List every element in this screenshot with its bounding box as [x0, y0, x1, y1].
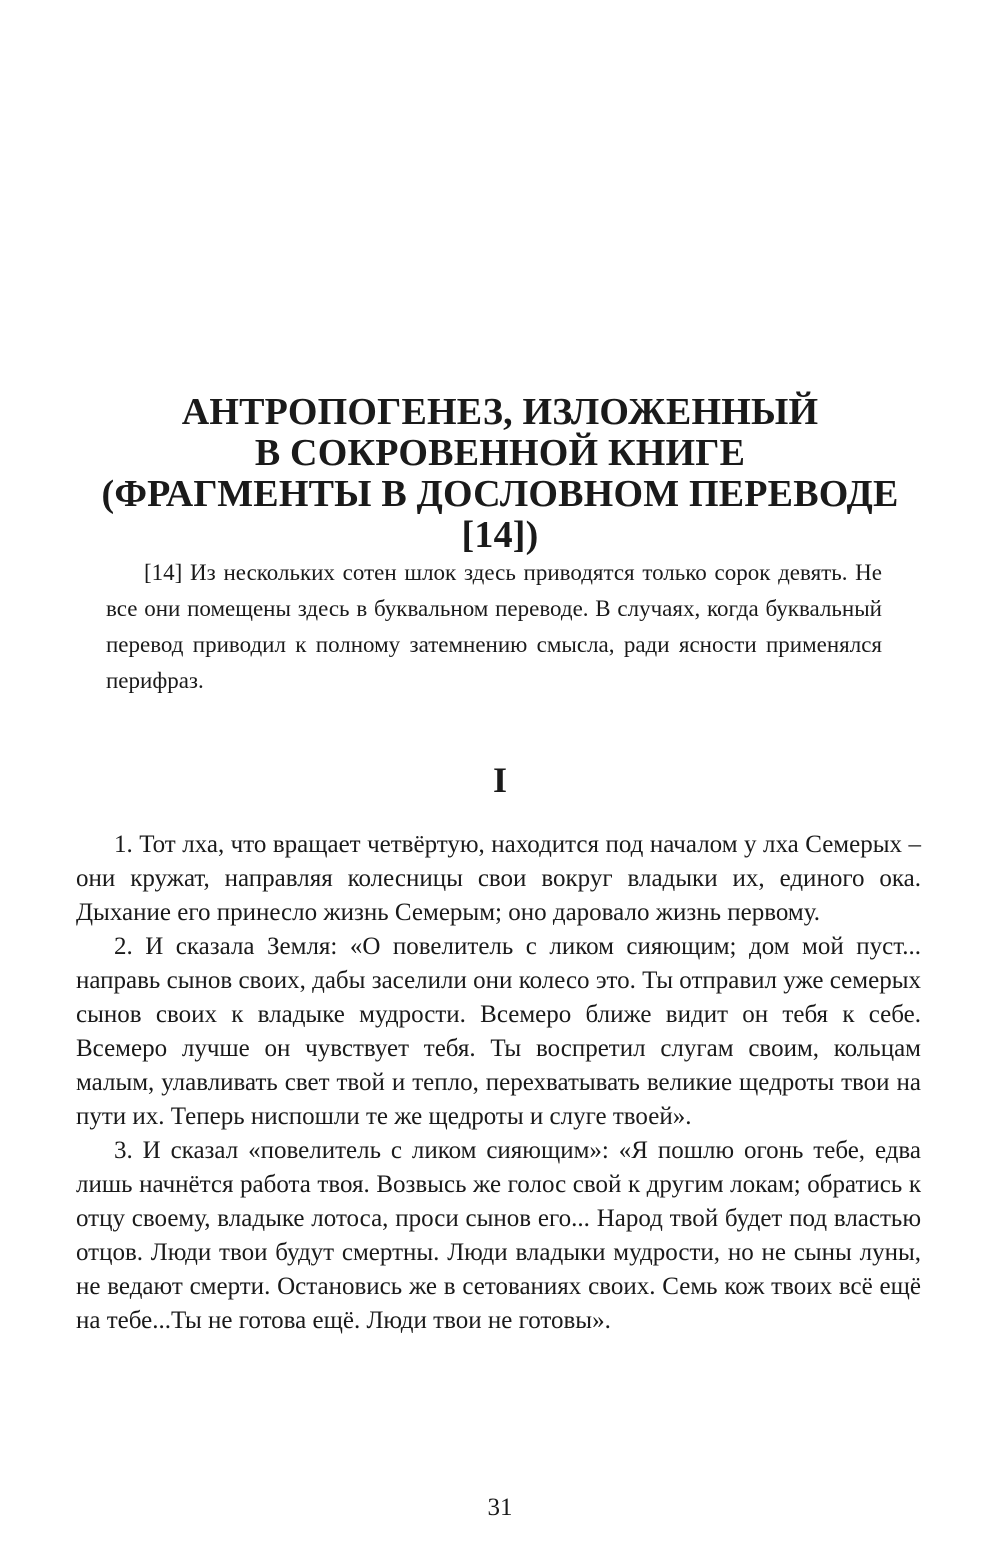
section-numeral: I	[492, 760, 507, 800]
chapter-title-line: АНТРОПОГЕНЕЗ, ИЗЛОЖЕННЫЙ	[181, 391, 819, 433]
chapter-title	[60, 392, 940, 556]
chapter-title-line: В СОКРОВЕННОЙ КНИГЕ	[254, 432, 746, 474]
stanza-paragraph: 3. И сказал «повелитель с ликом сияющим»: «Я пошлю огонь тебе, едва лишь начнётся работа твоя. Возвысь же голос свой к другим локам; обратись к отцу своему, владыке лотоса, проси сынов его... Народ твой будет под властью отцов. Люди твои будут смертны. Люди владыки мудрости, но не сыны луны, не ведают смерти. Остановись же в сетованиях своих. Семь кож твоих всё ещё на тебе...Ты не готова ещё. Люди твои не готовы».	[76, 1137, 921, 1334]
footnote-paragraph: [14] Из нескольких сотен шлок здесь приводятся только сорок девять. Не все они помещены здесь в буквальном переводе. В случаях, когда буквальный перевод приводил к полному затемнению смысла, ради ясности применялся перифраз.	[106, 560, 882, 693]
stanza-list	[76, 828, 921, 1338]
page-number: 31	[487, 1494, 513, 1521]
chapter-title-line: (ФРАГМЕНТЫ В ДОСЛОВНОМ ПЕРЕВОДЕ [14])	[101, 473, 899, 556]
stanza-paragraph: 2. И сказала Земля: «О повелитель с ликом сияющим; дом мой пуст... направь сынов своих, дабы заселили они колесо это. Ты отправил уже семерых сынов своих к владыке мудрости. Всемеро ближе видит он тебя к себе. Всемеро лучше он чувствует тебя. Ты воспретил слугам своим, кольцам малым, улавливать свет твой и тепло, перехватывать великие щедроты твои на пути их. Теперь ниспошли те же щедроты и слуге твоей».	[76, 933, 921, 1130]
stanza-paragraph: 1. Тот лха, что вращает четвёртую, находится под началом у лха Семерых – они кружат, направляя колесницы свои вокруг владыки их, единого ока. Дыхание его принесло жизнь Семерым; оно даровало жизнь первому.	[76, 831, 921, 926]
